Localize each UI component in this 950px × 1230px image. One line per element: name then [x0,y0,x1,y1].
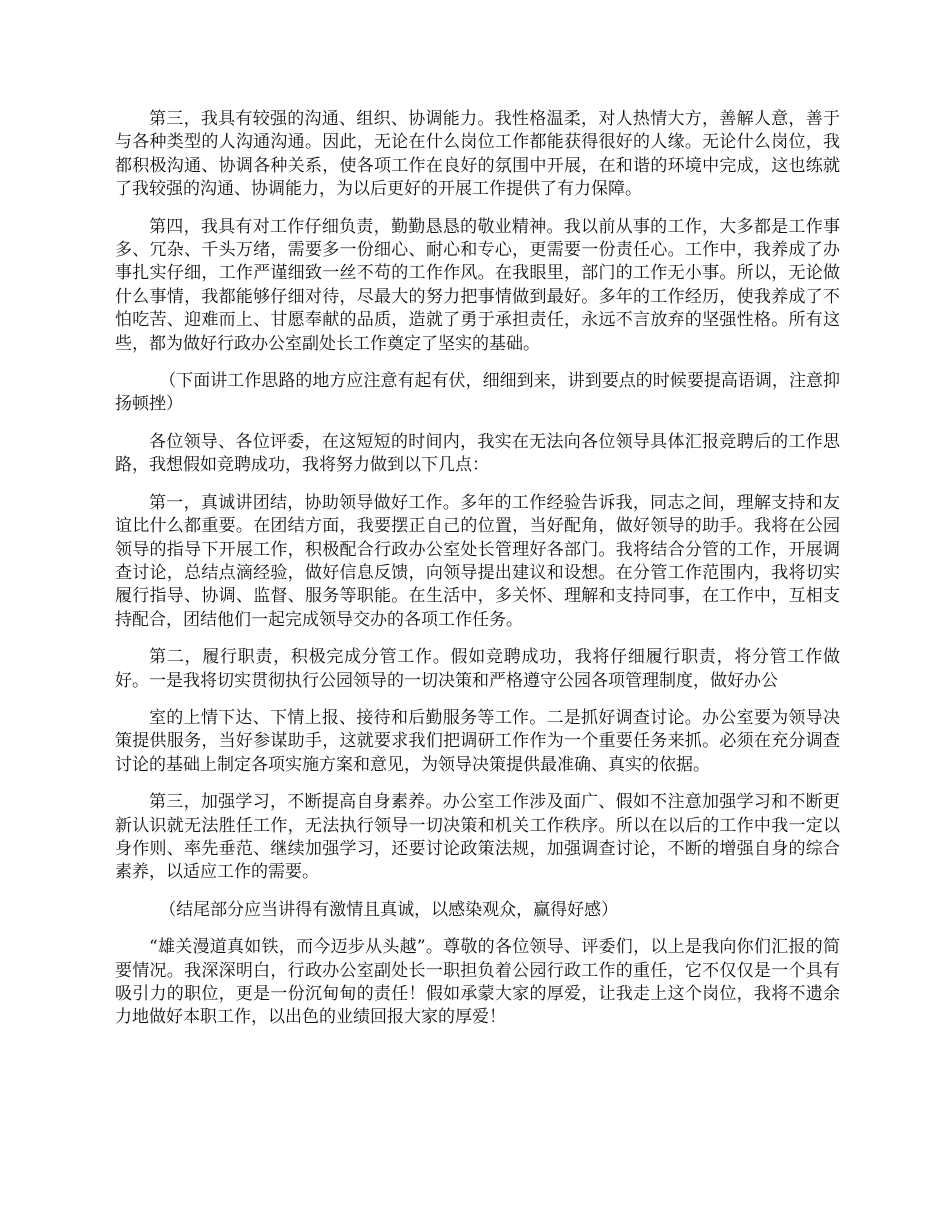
document-body [115,108,840,1044]
paragraph-point-two-continued: 室的上情下达、下情上报、接待和后勤服务等工作。二是抓好调查讨论。办公室要为领导决策提供服务，当好参谋助手，这就要求我们把调研工作作为一个重要任务来抓。必须在充分调查讨论的基础上制定各项实施方案和意见，为领导决策提供最准确、真实的依据。 [115,707,840,775]
paragraph-point-two-duties: 第二，履行职责，积极完成分管工作。假如竞聘成功，我将仔细履行职责，将分管工作做好。一是我将切实贯彻执行公园领导的一切决策和严格遵守公园各项管理制度，做好办公 [115,647,840,691]
paragraph-intro-work-ideas: 各位领导、各位评委，在这短短的时间内，我实在无法向各位领导具体汇报竞聘后的工作思路，我想假如竞聘成功，我将努力做到以下几点： [115,431,840,476]
paragraph-point-three-learning: 第三，加强学习，不断提高自身素养。办公室工作涉及面广、假如不注意加强学习和不断更新认识就无法胜任工作，无法执行领导一切决策和机关工作秩序。所以在以后的工作中我一定以身作则、率先垂范、继续加强学习，还要讨论政策法规，加强调查讨论，不断的增强自身的综合素养，以适应工作的需要。 [115,792,840,883]
paragraph-dedication: 第四，我具有对工作仔细负责，勤勤恳恳的敬业精神。我以前从事的工作，大多都是工作事多、冗杂、千头万绪，需要多一份细心、耐心和专心，更需要一份责任心。工作中，我养成了办事扎实仔细，工作严谨细致一丝不苟的工作作风。在我眼里，部门的工作无小事。所以，无论做什么事情，我都能够仔细对待，尽最大的努力把事情做到最好。多年的工作经历，使我养成了不怕吃苦、迎难而上、甘愿奉献的品质，造就了勇于承担责任，永远不言放弃的坚强性格。所有这些，都为做好行政办公室副处长工作奠定了坚实的基础。 [115,216,840,354]
paragraph-point-one-unity: 第一，真诚讲团结，协助领导做好工作。多年的工作经验告诉我，同志之间，理解支持和友谊比什么都重要。在团结方面，我要摆正自己的位置，当好配角，做好领导的助手。我将在公园领导的指导下开展工作，积极配合行政办公室处长管理好各部门。我将结合分管的工作，开展调查讨论，总结点滴经验，做好信息反馈，向领导提出建议和设想。在分管工作范围内，我将切实履行指导、协调、监督、服务等职能。在生活中，多关怀、理解和支持同事，在工作中，互相支持配合，团结他们一起完成领导交办的各项工作任务。 [115,492,840,630]
paragraph-closing: “雄关漫道真如铁，而今迈步从头越”。尊敬的各位领导、评委们，以上是我向你们汇报的简要情况。我深深明白，行政办公室副处长一职担负着公园行政工作的重任，它不仅仅是一个具有吸引力的职位，更是一份沉甸甸的责任！假如承蒙大家的厚爱，让我走上这个岗位，我将不遗余力地做好本职工作，以出色的业绩回报大家的厚爱！ [115,937,840,1028]
paragraph-communication-ability: 第三，我具有较强的沟通、组织、协调能力。我性格温柔，对人热情大方，善解人意，善于与各种类型的人沟通沟通。因此，无论在什么岗位工作都能获得很好的人缘。无论什么岗位，我都积极沟通、协调各种关系，使各项工作在良好的氛围中开展，在和谐的环境中完成，这也练就了我较强的沟通、协调能力，为以后更好的开展工作提供了有力保障。 [115,109,840,200]
speaking-note-closing: （结尾部分应当讲得有激情且真诚，以感染观众，赢得好感） [159,899,619,920]
speaking-note-work-ideas: （下面讲工作思路的地方应注意有起有伏，细细到来，讲到要点的时候要提高语调，注意抑扬顿挫） [115,371,840,415]
